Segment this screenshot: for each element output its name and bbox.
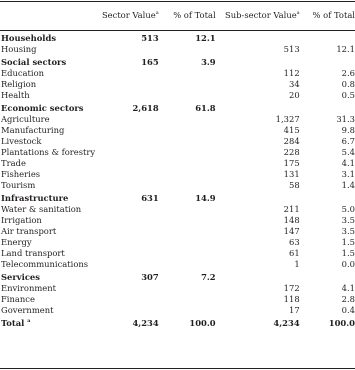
group-pct-total: 14.9 [195,192,216,203]
group-row [0,32,355,43]
pct-total-blank [159,78,216,89]
pct-total-blank [159,113,216,124]
total-pct-total: 100.0 [189,318,216,328]
group-pct-total: 3.9 [201,56,216,67]
pct-total-blank [159,168,216,179]
pct-total-blank [159,179,216,190]
table-row [0,214,355,225]
sector-value-blank [95,43,159,54]
total-label-cell [0,317,95,329]
pct-total-blank [159,43,216,54]
subsector-pct-total: 4.1 [341,157,355,168]
total-label-note: a [27,318,31,325]
table-row [0,236,355,247]
table-header-row [0,0,355,30]
subsector-label: Livestock [1,135,42,146]
subsector-label: Plantations & forestry [1,146,96,157]
group-name: Social sectors [1,56,67,67]
subsector-pct-total: 0.5 [341,89,355,100]
subsector-label: Manufacturing [1,124,65,135]
sector-value-blank [95,135,159,146]
pct-total-blank [159,124,216,135]
table-row [0,113,355,124]
table-bottom-rule [0,368,355,369]
pct-total-blank [159,282,216,293]
table-row [0,247,355,258]
subsector-value: 228 [283,146,300,157]
table-row [0,203,355,214]
group-sector-value: 165 [141,56,159,67]
group-subsector-blank [216,56,300,67]
subsector-pct-total: 3.1 [341,168,355,179]
table-row [0,293,355,304]
subsector-value: 63 [288,236,300,247]
subsector-label: Air transport [1,225,57,236]
group-pct-total: 12.1 [195,32,216,43]
group-pct-blank [300,32,355,43]
subsector-pct-total: 3.5 [341,214,355,225]
subsector-value: 1 [294,258,300,269]
subsector-value: 58 [288,179,300,190]
subsector-label: Trade [1,157,26,168]
subsector-pct-total: 12.1 [336,43,355,54]
pct-total-blank [159,157,216,168]
pct-total-blank [159,135,216,146]
group-sector-value: 513 [141,32,159,43]
subsector-label: Fisheries [1,168,41,179]
header-subsector-value [216,0,300,30]
subsector-pct-total: 2.6 [341,67,355,78]
subsector-pct-total: 1.5 [341,236,355,247]
subsector-value: 284 [283,135,300,146]
subsector-label: Education [1,67,45,78]
sector-value-blank [95,89,159,100]
subsector-pct-total: 0.4 [341,304,355,315]
table-row [0,43,355,54]
subsector-value: 513 [283,43,300,54]
table-row [0,157,355,168]
group-pct-total: 61.8 [195,102,216,113]
pct-total-blank [159,67,216,78]
table-row [0,135,355,146]
subsector-value: 61 [288,247,300,258]
sector-value-blank [95,293,159,304]
header-pct-total-2: % of Total [312,10,355,20]
subsector-label: Tourism [1,179,36,190]
group-row [0,271,355,282]
table-row [0,258,355,269]
group-subsector-blank [216,102,300,113]
table-row [0,304,355,315]
header-pct-total: % of Total [173,10,216,20]
sector-value-blank [95,67,159,78]
total-subsector-value: 4,234 [273,318,300,328]
table-row [0,168,355,179]
subsector-value: 175 [283,157,300,168]
sector-value-blank [95,78,159,89]
sector-value-blank [95,168,159,179]
subsector-value: 148 [283,214,300,225]
table-row [0,78,355,89]
header-subsector-value-text: Sub-sector Value [225,10,297,20]
subsector-pct-total: 1.5 [341,247,355,258]
sector-value-blank [95,146,159,157]
group-sector-value: 307 [141,271,159,282]
total-row [0,317,355,329]
subsector-label: Religion [1,78,37,89]
pct-total-blank [159,214,216,225]
sector-value-blank [95,258,159,269]
subsector-label: Government [1,304,54,315]
subsector-label: Energy [1,236,32,247]
subsector-pct-total: 1.4 [341,179,355,190]
subsector-pct-total: 0.8 [341,78,355,89]
pct-total-blank [159,146,216,157]
subsector-label: Irrigation [1,214,42,225]
header-sector-value-note: a [155,10,159,17]
subsector-value: 415 [283,124,300,135]
subsector-value: 17 [288,304,300,315]
subsector-value: 34 [288,78,300,89]
subsector-label: Housing [1,43,37,54]
table-row [0,179,355,190]
pct-total-blank [159,89,216,100]
group-row [0,192,355,203]
subsector-label: Health [1,89,30,100]
subsector-pct-total: 0.0 [341,258,355,269]
group-pct-blank [300,192,355,203]
group-subsector-blank [216,271,300,282]
subsector-pct-total: 5.4 [341,146,355,157]
group-row [0,102,355,113]
subsector-pct-total: 3.5 [341,225,355,236]
subsector-value: 112 [283,67,300,78]
total-pct-total-2: 100.0 [328,318,355,328]
subsector-pct-total: 4.1 [341,282,355,293]
table-row [0,225,355,236]
pct-total-blank [159,258,216,269]
pct-total-blank [159,203,216,214]
header-blank [0,0,95,30]
subsector-pct-total: 2.8 [341,293,355,304]
subsector-value: 211 [283,203,300,214]
header-subsector-value-note: a [296,10,300,17]
subsector-value: 172 [283,282,300,293]
subsector-label: Agriculture [1,113,50,124]
group-subsector-blank [216,192,300,203]
table-row [0,67,355,78]
sector-value-blank [95,282,159,293]
sector-value-blank [95,214,159,225]
pct-total-blank [159,236,216,247]
group-name: Economic sectors [1,102,84,113]
subsector-value: 1,327 [275,113,300,124]
group-pct-blank [300,102,355,113]
subsector-value: 118 [283,293,300,304]
sector-value-blank [95,304,159,315]
table-row [0,124,355,135]
sector-value-blank [95,236,159,247]
pct-total-blank [159,293,216,304]
group-name: Households [1,32,57,43]
total-label: Total [1,318,25,328]
header-sector-value-text: Sector Value [101,10,156,20]
group-sector-value: 2,618 [132,102,159,113]
table-row [0,89,355,100]
subsector-pct-total: 5.0 [341,203,355,214]
subsector-label: Water & sanitation [1,203,82,214]
group-pct-total: 7.2 [201,271,216,282]
table-row [0,146,355,157]
group-name: Infrastructure [1,192,69,203]
pct-total-blank [159,225,216,236]
pct-total-blank [159,247,216,258]
total-sector-value: 4,234 [132,318,159,328]
pct-total-blank [159,304,216,315]
table-row [0,282,355,293]
subsector-label: Environment [1,282,57,293]
subsector-label: Telecommunications [1,258,89,269]
sector-value-blank [95,124,159,135]
group-name: Services [1,271,40,282]
group-sector-value: 631 [141,192,159,203]
subsector-pct-total: 9.8 [341,124,355,135]
subsector-pct-total: 6.7 [341,135,355,146]
group-row [0,56,355,67]
subsector-label: Finance [1,293,35,304]
group-subsector-blank [216,32,300,43]
subsector-value: 20 [288,89,300,100]
subsector-value: 131 [283,168,300,179]
sector-value-blank [95,203,159,214]
sector-value-blank [95,179,159,190]
sector-value-blank [95,247,159,258]
subsector-value: 147 [283,225,300,236]
header-sector-value [95,0,159,30]
subsector-label: Land transport [1,247,65,258]
sector-value-blank [95,225,159,236]
sector-value-blank [95,157,159,168]
subsector-pct-total: 31.3 [336,113,355,124]
group-pct-blank [300,56,355,67]
group-pct-blank [300,271,355,282]
sector-value-blank [95,113,159,124]
